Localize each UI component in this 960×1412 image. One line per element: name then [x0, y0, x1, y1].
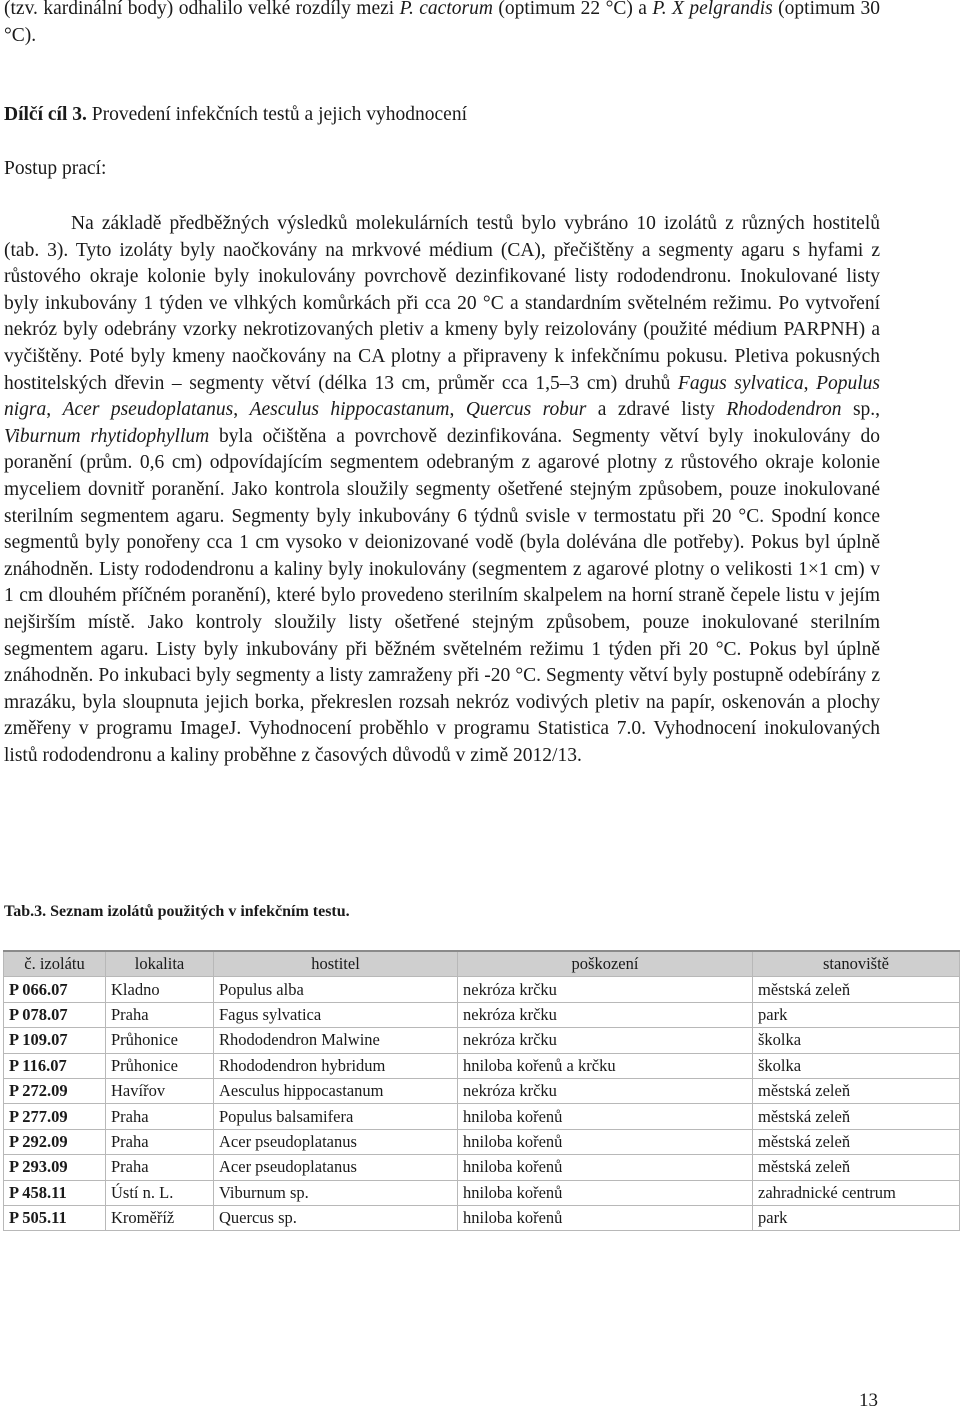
cell-host: Quercus sp. — [214, 1205, 458, 1230]
table-body — [4, 977, 960, 1231]
body-text: byla očištěna a povrchově dezinfikována. Segmenty větví byly inokulovány do poranění (prům. 0,6 cm) odpovídajícím segmentem odebraným z agarové plotny z růstového okraje kolonie myceliem dovnitř poranění. Jako kontrola sloužily segmenty ošetřené stejným způsobem, pouze inokulované sterilním segmentem agaru. Segmenty byly inkubovány 6 týdnů svisle v termostatu při 20 °C. Spodní konce segmentů byly ponořeny cca 1 cm vysoko v deionizované vodě (byla dolévána dle potřeby). Pokus byl úplně znáhodněn. Listy rododendronu a kaliny byly inokulovány (segmentem z agarové plotny o velikosti 1×1 cm) v 1 cm dlouhém příčném poranění), které bylo provedeno sterilním skalpelem na horní straně čepele listu v jejím nejširším místě. Jako kontroly sloužily listy ošetřené stejným způsobem, pouze inokulované sterilním segmentem agaru. Listy byly inkubovány při běžném světelném režimu 1 týden při 20 °C. Pokus byl úplně znáhodněn. Po inkubaci byly segmenty a listy zamraženy při -20 °C. Segmenty větví byly postupně odebírány z mrazáku, byla sloupnuta jejich borka, překreslen rozsah nekróz vodivých pletiv na papír, oskenován a plochy změřeny v programu ImageJ. Vyhodnocení proběhlo v programu Statistica 7.0. Vyhodnocení inokulovaných listů rododendronu a kaliny proběhne z časových důvodů v zimě 2012/13. — [4, 425, 880, 766]
cell-host: Acer pseudoplatanus — [214, 1155, 458, 1180]
procedure-label: Postup prací: — [4, 158, 107, 179]
cell-locality: Praha — [106, 1155, 214, 1180]
body-text: , — [46, 399, 63, 421]
cell-habitat: park — [753, 1002, 960, 1027]
cell-damage: hniloba kořenů — [458, 1104, 753, 1129]
cell-isolate: P 116.07 — [4, 1053, 106, 1078]
table-row — [4, 1028, 960, 1053]
goal-label: Dílčí cíl 3. — [4, 104, 87, 125]
cell-habitat: školka — [753, 1028, 960, 1053]
table-row — [4, 1205, 960, 1230]
header-damage: poškození — [458, 951, 753, 977]
species-name: Quercus robur — [465, 399, 587, 421]
species-name: Populus nigra — [4, 372, 880, 421]
table-caption: Tab.3. Seznam izolátů použitých v infekčním testu. — [4, 903, 350, 920]
cell-habitat: městská zeleň — [753, 1078, 960, 1103]
header-host: hostitel — [214, 951, 458, 977]
section-heading — [4, 104, 467, 126]
cell-host: Populus balsamifera — [214, 1104, 458, 1129]
species-name: P. X pelgrandis — [652, 0, 773, 19]
cell-damage: nekróza krčku — [458, 1028, 753, 1053]
cell-locality: Kroměříž — [106, 1205, 214, 1230]
body-paragraph — [4, 211, 880, 769]
species-name: P. cactorum — [399, 0, 493, 19]
table-row — [4, 1180, 960, 1205]
intro-text: (optimum 30 °C). — [4, 0, 880, 46]
species-name: Rhododendron — [726, 399, 842, 421]
cell-locality: Průhonice — [106, 1028, 214, 1053]
cell-locality: Praha — [106, 1002, 214, 1027]
cell-host: Fagus sylvatica — [214, 1002, 458, 1027]
cell-locality: Praha — [106, 1104, 214, 1129]
table-header-row — [4, 951, 960, 977]
cell-habitat: městská zeleň — [753, 1129, 960, 1154]
cell-habitat: zahradnické centrum — [753, 1180, 960, 1205]
body-text: , — [803, 372, 817, 394]
body-text: sp., — [841, 399, 881, 421]
cell-isolate: P 505.11 — [4, 1205, 106, 1230]
cell-host: Rhododendron hybridum — [214, 1053, 458, 1078]
cell-host: Viburnum sp. — [214, 1180, 458, 1205]
cell-host: Populus alba — [214, 977, 458, 1002]
cell-damage: hniloba kořenů — [458, 1205, 753, 1230]
cell-locality: Kladno — [106, 977, 214, 1002]
cell-isolate: P 109.07 — [4, 1028, 106, 1053]
cell-isolate: P 293.09 — [4, 1155, 106, 1180]
cell-damage: nekróza krčku — [458, 977, 753, 1002]
intro-paragraph — [4, 0, 880, 49]
cell-locality: Havířov — [106, 1078, 214, 1103]
cell-isolate: P 272.09 — [4, 1078, 106, 1103]
cell-isolate: P 277.09 — [4, 1104, 106, 1129]
intro-text: (tzv. kardinální body) odhalilo velké rozdíly mezi — [4, 0, 400, 19]
cell-isolate: P 458.11 — [4, 1180, 106, 1205]
cell-host: Aesculus hippocastanum — [214, 1078, 458, 1103]
intro-text: (optimum 22 °C) a — [492, 0, 653, 19]
table-row — [4, 977, 960, 1002]
cell-damage: hniloba kořenů — [458, 1180, 753, 1205]
cell-habitat: městská zeleň — [753, 1104, 960, 1129]
cell-damage: hniloba kořenů — [458, 1129, 753, 1154]
header-habitat: stanoviště — [753, 951, 960, 977]
species-name: Viburnum rhytidophyllum — [4, 425, 210, 447]
goal-title: Provedení infekčních testů a jejich vyhodnocení — [86, 104, 467, 125]
body-text: a zdravé listy — [586, 399, 727, 421]
cell-isolate: P 292.09 — [4, 1129, 106, 1154]
species-name: Fagus sylvatica — [677, 372, 804, 394]
table-row — [4, 1129, 960, 1154]
body-text: , — [449, 399, 466, 421]
header-locality: lokalita — [106, 951, 214, 977]
cell-host: Acer pseudoplatanus — [214, 1129, 458, 1154]
cell-isolate: P 066.07 — [4, 977, 106, 1002]
page-number: 13 — [859, 1390, 878, 1411]
body-text: , — [233, 399, 250, 421]
species-name: Acer pseudoplatanus — [62, 399, 234, 421]
cell-habitat: městská zeleň — [753, 1155, 960, 1180]
table-row — [4, 1104, 960, 1129]
cell-isolate: P 078.07 — [4, 1002, 106, 1027]
cell-habitat: školka — [753, 1053, 960, 1078]
isolate-table — [3, 950, 960, 1231]
table-row — [4, 1155, 960, 1180]
table-row — [4, 1053, 960, 1078]
cell-locality: Průhonice — [106, 1053, 214, 1078]
cell-habitat: městská zeleň — [753, 977, 960, 1002]
cell-damage: hniloba kořenů a krčku — [458, 1053, 753, 1078]
cell-damage: nekróza krčku — [458, 1078, 753, 1103]
cell-host: Rhododendron Malwine — [214, 1028, 458, 1053]
body-text: Na základě předběžných výsledků molekulárních testů bylo vybráno 10 izolátů z různých hostitelů (tab. 3). Tyto izoláty byly naočkovány na mrkvové médium (CA), přečištěny a segmenty agaru s hyfami z růstového okraje kolonie byly inokulovány povrchově dezinfikované listy rododendronu. Inokulované listy byly inkubovány 1 týden ve vlhkých komůrkách při cca 20 °C a standardním světelném režimu. Po vytvoření nekróz byly odebrány vzorky nekrotizovaných pletiv a kmeny byly reizolovány (použité médium PARPNH) a vyčištěny. Poté byly kmeny naočkovány na CA plotny a připraveny k infekčnímu pokusu. Pletiva pokusných hostitelských dřevin – segmenty větví (délka 13 cm, průměr cca 1,5–3 cm) druhů — [4, 213, 880, 394]
cell-locality: Praha — [106, 1129, 214, 1154]
header-isolate: č. izolátu — [4, 951, 106, 977]
cell-habitat: park — [753, 1205, 960, 1230]
table-row — [4, 1078, 960, 1103]
table-row — [4, 1002, 960, 1027]
cell-damage: hniloba kořenů — [458, 1155, 753, 1180]
species-name: Aesculus hippocastanum — [249, 399, 450, 421]
cell-damage: nekróza krčku — [458, 1002, 753, 1027]
cell-locality: Ústí n. L. — [106, 1180, 214, 1205]
